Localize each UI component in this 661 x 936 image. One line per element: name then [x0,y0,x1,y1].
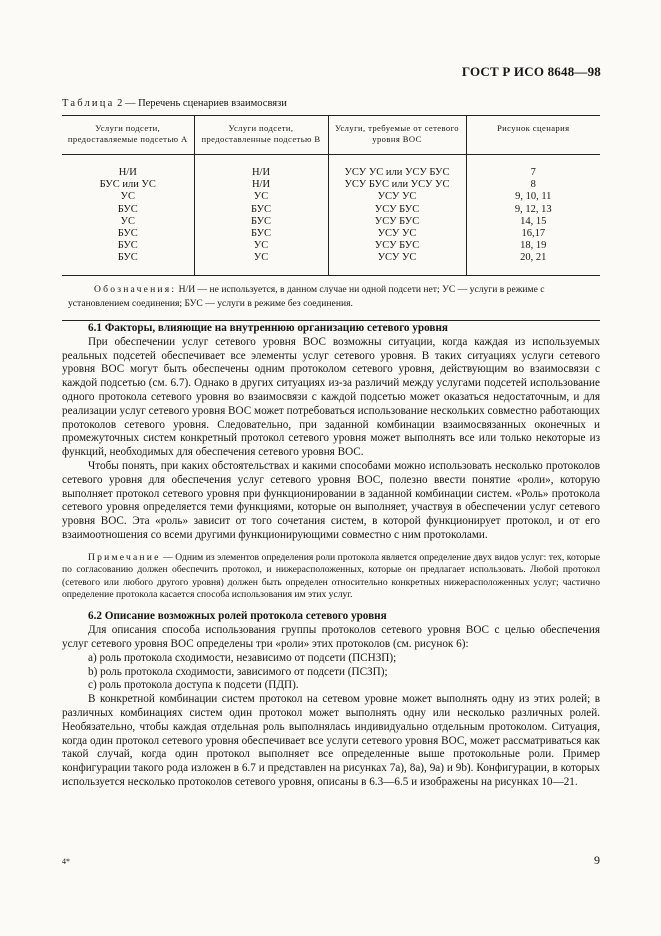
table-header-row [62,116,600,155]
table-cell: 16,17 [466,228,600,240]
table-row [62,228,600,240]
table-cell: УС [120,191,135,203]
table-note [62,275,600,320]
table-cell: БУС [194,228,328,240]
table-cell: УСУ УС [328,252,466,275]
table-cell: УСУ УС [328,228,466,240]
remark-text: — Одним из элементов определения роли протокола является определение двух видов услуг: тех, которые по согласованию должен обеспечить протокол, и нижерасположенных, которые он предлагает использовать. Любой протокол (сетевого или любого другого уровня) должен быть определен относительно конкретных нижерасположенных услуг; частично определение протокола касается способа использования им этих услуг. [62,551,600,600]
scenario-table [62,115,600,321]
table-cell: 20, 21 [466,252,600,275]
table-row [62,204,600,216]
table-cell: БУС или УС [99,179,156,191]
table-note-text: Н/И — не используется, в данном случае ни одной подсети нет; УС — услуги в режиме с установлением соединения; БУС — услуги в режиме без соединения. [68,283,545,309]
column-header: Рисунок сценария [466,116,600,155]
standard-id: ГОСТ Р ИСО 8648—98 [461,64,601,79]
section-6-2-heading: 6.2 Описание возможных ролей протокола сетевого уровня [88,610,387,623]
table-cell: УС [194,252,328,275]
table-cell: 18, 19 [466,240,600,252]
table-cell: УСУ БУС или УСУ УС [328,179,466,191]
table-cell: Н/И [194,155,328,180]
table-cell: БУС [117,252,138,264]
table-caption-label: Таблица [62,98,115,109]
table-cell: УСУ БУС [328,204,466,216]
column-header: Услуги, требуемые от сетевого уровня ВОС [328,116,466,155]
section-6-2-paragraph-2: В конкретной комбинации систем протокол на сетевом уровне может выполнять одну из этих ролей; в различных комбинациях систем один протокол может выполнять одну или несколько различных ролей. Необязательно, чтобы каждая отдельная роль выполнялась индивидуально отдельным протоколом. Ситуация, когда один протокол сетевого уровня обеспечивает все услуги сетевого уровня ВОС, может рассматриваться как такой случай, когда один протокол выполняет все определенные выше протокольные роли. Пример конфигурации такого рода изложен в 6.7 и представлен на рисунках 7а), 8а), 9а) и 9b). Конфигурации, в которых используется несколько протоколов сетевого уровня, описаны в 6.3—6.5 и изображены на рисунках 10—21. [62,693,600,788]
table-cell: 14, 15 [466,216,600,228]
list-item: а) роль протокола сходимости, независимо от подсети (ПСНЗП); [88,651,397,664]
section-6-1-heading: 6.1 Факторы, влияющие на внутреннюю организацию сетевого уровня [88,322,448,334]
table-cell: БУС [117,240,138,252]
column-header: Услуги подсети, предоставляемые подсетью А [62,116,194,155]
table-cell: 7 [466,155,600,180]
table-row [62,179,600,191]
table-cell: БУС [117,228,138,240]
table-cell: УС [194,240,328,252]
table-cell: УС [194,191,328,203]
table-cell: 9, 12, 13 [466,204,600,216]
table-caption [62,98,287,109]
signature-mark: 4* [62,857,70,866]
table-row [62,191,600,203]
table-row [62,155,600,180]
table-cell: БУС [117,203,138,215]
table-cell: БУС [194,216,328,228]
table-cell: УСУ УС [328,191,466,203]
table-note-label: Обозначения: [94,283,177,295]
table-cell: Н/И [194,179,328,191]
page-number: 9 [594,853,600,867]
section-6-2-paragraph-1: Для описания способа использования группы протоколов сетевого уровня ВОС с целью обеспечения услуг сетевого уровня ВОС определены три «роли» этих протоколов (см. рисунок 6): [62,624,600,650]
main-text [62,322,600,790]
table-cell: УСУ БУС [328,240,466,252]
table-row [62,252,600,275]
table-note-row [62,275,600,320]
table-cell: УС [120,215,135,227]
list-item: с) роль протокола доступа к подсети (ПДП). [88,679,299,692]
table-row [62,240,600,252]
table-cell: 8 [466,179,600,191]
table-cell: УСУ УС или УСУ БУС [328,155,466,180]
table-cell: БУС [194,204,328,216]
table-cell: Н/И [118,167,137,178]
section-6-1-paragraph-1: При обеспечении услуг сетевого уровня ВОС возможны ситуации, когда каждая из используемых реальных подсетей обеспечивает все элементы услуг сетевого уровня. В таких ситуациях услуги сетевого уровня ВОС могут быть обеспечены одним протоколом сетевого уровня, действующим во взаимосвязи с каждой подсетью (см. 6.7). Однако в других ситуациях из-за различий между услугами подсетей использование одного протокола сетевого уровня во взаимосвязи с каждой подсетью может оказаться недостаточным, и для реализации услуг сетевого уровня ВОС может потребоваться использование нескольких совместно работающих протоколов сетевого уровня. Следовательно, при заданной комбинации взаимосвязанных оконечных и промежуточных систем конкретный протокол сетевого уровня может выполнять все или только некоторые из функций, необходимых для обеспечения сетевого уровня ВОС. [62,335,600,459]
table-caption-text: 2 — Перечень сценариев взаимосвязи [114,98,287,109]
column-header: Услуги подсети, предоставленные подсетью В [194,116,328,155]
table-row [62,216,600,228]
section-6-1-paragraph-2: Чтобы понять, при каких обстоятельствах и какими способами можно использовать несколько протоколов сетевого уровня для обеспечения услуг сетевого уровня ВОС, полезно ввести понятие «роли», которую выполняет протокол сетевого уровня при функционировании в заданной комбинации систем. «Роль» протокола сетевого уровня определяется теми функциями, которые он выполняет, участвуя в обеспечении услуг сетевого уровня ВОС. Эта «роль» зависит от того сочетания систем, в которой функционирует протокол, и от его взаимоотношения со всеми другими функционирующими совместно с ним протоколами. [62,459,600,541]
table-cell: УСУ БУС [328,216,466,228]
section-6-1-remark [62,552,600,602]
table-cell: 9, 10, 11 [466,191,600,203]
remark-label: Примечание [88,551,161,563]
list-item: b) роль протокола сходимости, зависимого от подсети (ПСЗП); [88,665,388,678]
